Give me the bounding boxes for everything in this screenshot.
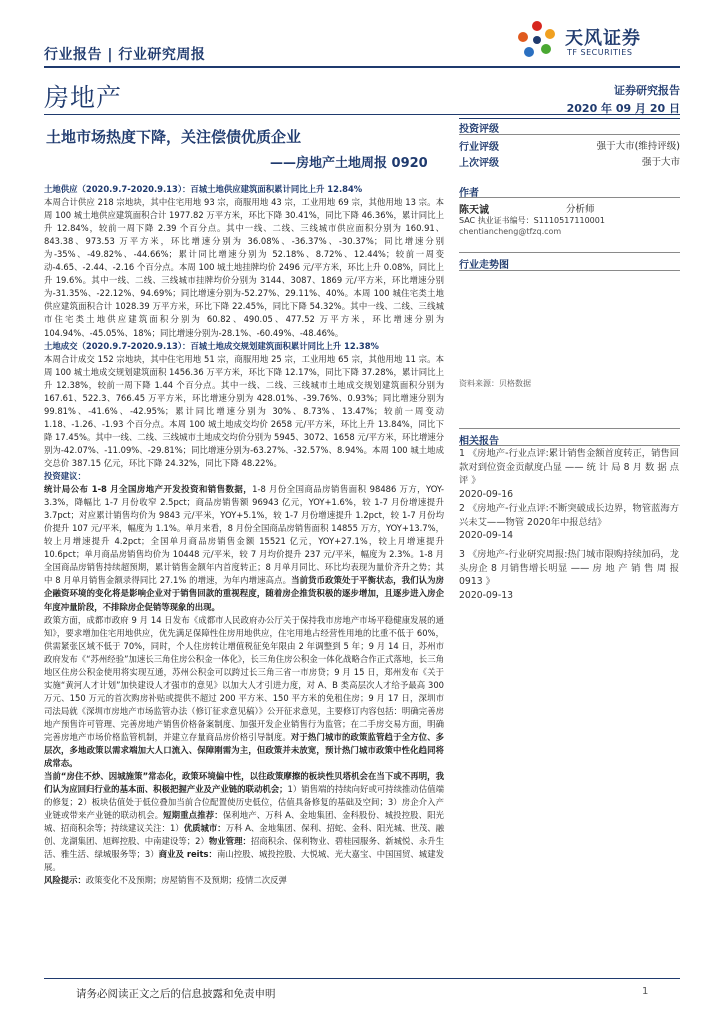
author-role: 分析师 [566,204,595,215]
industry-rating-value: 强于大市(维持评级) [596,141,680,152]
report-date: 2020 年 09 月 20 日 [566,102,680,115]
author-name: 陈天诚 [459,205,489,216]
header-divider [44,66,680,68]
related-report-title: 2 《房地产-行业点评:不断突破成长边界，物管蓝海方兴未艾——物管 2020年中报总结》 [459,503,679,528]
recommendation-section [44,770,444,874]
risk-section [44,874,444,887]
footer-disclaimer: 请务必阅读正文之后的信息披露和免责申明 [76,988,276,1000]
company-logo [515,18,680,62]
author-heading-rule [459,197,680,198]
previous-rating-label: 上次评级 [459,158,499,169]
policy-bold-conclusion: 对于热门城市的政策监管趋于全方位、多层次，多地政策以需求端加大人口流入、保障刚需为主，但政策并未放宽，预计热门城市政策中性化趋同将成常态。 [44,731,445,769]
related-report-title: 1 《房地产-行业点评:累计销售金额首度转正，销售回款对到位资金贡献度凸显 —— 统 计 局 8 月 数 据 点 评 》 [459,448,679,486]
related-report-3[interactable] [459,548,679,602]
author-sac-number: SAC 执业证书编号：S1110517110001 [459,216,605,225]
advice-bold-conclusion: 当前货币政策处于平衡状态，我们认为房企融资环境的变化将是影响企业对于销售回款的重视程度，随着房企推货积极的逐步增加，且逐步进入房企年度冲量阶段，不排除房企促销等现象的出现。 [44,575,444,612]
related-heading: 相关报告 [459,436,499,447]
author-heading: 作者 [459,188,479,199]
recommendation-text-1: 1）销售端的持续向好或可持续推动估值端的修复；2）板块估值处于低位叠加当前合位配置使历史低位，估值具备修复的基础及空间；3）房企介入产业链或带来产业链的联动机会。 [44,784,445,821]
footer-divider [44,978,680,979]
report-subtitle: ——房地产土地周报 0920 [270,156,428,171]
land-transaction-section [44,340,444,470]
recommendation-bold-lead: 当前“房住不炒、因城施策”常态化，政策环境偏中性，以往政策摩擦的板块性贝塔机会在当下或不再明，我们认为应回归行业的基本面、积极把握产业及产业链的联动机会； [44,771,444,795]
investment-advice-heading: 投资建议： [44,471,86,482]
rating-top-rule [459,118,680,119]
recommendation-bold-3: 优质城市： [183,823,226,834]
previous-rating-value: 强于大市 [641,157,680,168]
advice-bold-lead: 统计局公布 1-8 月全国房地产开发投资和销售数据， [44,484,253,495]
related-report-date: 2020-09-16 [459,488,514,500]
page-number: 1 [642,986,649,997]
rating-heading: 投资评级 [459,124,499,135]
related-report-title: 3 《房地产-行业研究周报:热门城市限购持续加码，龙头房企 8 月销售增长明显 —— 房 地 产 销 售 周 报 0913 》 [459,549,679,587]
policy-section [44,614,444,771]
recommendation-text-5: 南山控股、城投控股、大悦城、光大嘉宝、中国国贸、城建发展。 [44,849,445,873]
related-heading-rule [459,445,680,446]
land-transaction-heading: 土地成交（2020.9.7-2020.9.13）：百城土地成交规划建筑面积累计同比上升 12.38% [44,340,379,351]
report-body [44,183,444,888]
trend-heading: 行业走势图 [459,260,509,271]
recommendation-text-3: 万科 A、金地集团、保利、招蛇、金科、阳光城、世茂、融创、龙湖集团、旭辉控股、中南建设等；2） [44,823,445,847]
recommendation-bold-2: 短期重点推荐： [163,810,223,821]
land-transaction-text: 本周合计成交 152 宗地块，其中住宅用地 51 宗，商服用地 25 宗，工业用地 65 宗，其他用地 11 宗。本周 100 城土地成交规划建筑面积 1456.36 万平方米，环比下降 12.17%，同比下降 37.28%，累计同比上升 12.38%，较前一周下降 1.44 个百分点。其中一线、二线、三线城市土地成交规划建筑面积分别为 167.61、522.3、766.45 万平方米，环比增速分别为 428.01%、-39.76%、0.93%；同比增速分别为 99.81%、-41.6%、-42.95%；累计同比增速分别为 30%、8.73%、13.47%；较前一周变动 1.18、-1.26、-1.93 个百分点。本周 100 城土地成交均价 2658 元/平方米，环比上升 13.84%，同比下降 17.45%。其中一线、二线、三线城市土地成交均价分别为 5945、3072、1658 元/平方米，环比增速分别为-42.07%、-11.09%、-29.81%；同比增速分别为-63.27%、-32.57%、8.94%。本周 100 城土地成交总价 387.15 亿元，环比下降 24.32%，同比下降 48.22%。 [44,353,444,468]
report-title: 土地市场热度下降，关注偿债优质企业 [46,128,302,146]
recommendation-text-4: 招商积余、保利物业、碧桂园服务、新城悦、永升生活、雅生活、绿城服务等；3） [44,836,445,860]
policy-text: 政策方面，成都市政府 9 月 14 日发布《成都市人民政府办公厅关于保持我市房地产市场平稳健康发展的通知》，要求增加住宅用地供应，优先满足保障性住房用地供应，住宅用地占经营性用地的比重不低于 60%，供需紧张区域不低于 70%，同时，个人住房转让增值税征免年限由 2 年调整到 5 年；9 月 14 日，苏州市政府发布《“苏州经验”加速长三角住房公积金一体化》，长三角住房公积金一体化战略合作正式落地，长三角地区住房公积金使用将实现互通，苏州公积金可以跨过长三角三省一市房贷；9 月 15 日，郑州发布《关于实施“黄河人才计划”加快建设人才强市的意见》以加大人才引进力度，对 A、B 类高层次人才给予最高 300 万元、150 万元的首次购房补贴或提供不超过 200 平方米、150 平方米的免租住房；9 月 17 日，深圳市司法局就《深圳市房地产市场监管办法（修订征求意见稿）》公开征求意见，主要修订内容包括：明确完善房地产预售许可管理、完善房地产销售价格备案制度、加强开发企业销售行为监管；在二手房交易方面，明确完善房地产市场价格监管机制，并建立存量商品房价格引导制度。 [44,614,444,742]
land-supply-heading: 土地供应（2020.9.7-2020.9.13）：百城土地供应建筑面积累计同比上升 12.84% [44,184,363,194]
recommendation-bold-4: 物业管理： [208,836,251,847]
advice-sales-text: 1-8 月份全国商品房销售面积 98486 万方，YOY-3.3%，降幅比 1-7 月份收窄 2.5pct；商品房销售额 96943 亿元，YOY+1.6%，较 1-7 月份增速提升 3.7pct；对应累计销售均价为 9843 元/平米，YOY+5.1%，较 1-7 月份增速提升 1.2pct，较 1-7 月份均价提升 107 元/平米，幅度为 1.1%。单月来看，8 月份全国商品房销售面积 14855 万方，YOY+13.7%，较上月增速提升 4.2pct；全国单月商品房销售金额 15521 亿元，YOY+27.1%，较上月增速提升 10.6pct；单月商品房销售均价为 10448 元/平米，较 7 月均价提升 237 元/平米，幅度为 2.3%。1-8 月全国商品房销售持续超预期，累计销售金额年内首度转正；8 月单月同比、环比均表现为量价齐升之势；其中 8 月单月销售金额录得同比 27.1% 的增速，为年内增速高点。 [44,484,444,586]
related-report-date: 2020-09-13 [459,589,514,601]
trend-heading-rule [459,270,680,271]
recommendation-bold-5: 商业及 reits： [158,849,217,860]
investment-advice-section [44,470,444,614]
logo-chinese-name: 天风证券 [565,28,641,49]
report-type: 证券研究报告 [614,84,680,97]
related-report-2[interactable] [459,502,679,543]
land-supply-text: 本周合计供应 218 宗地块，其中住宅用地 93 宗，商服用地 43 宗，工业用地 69 宗，其他用地 13 宗。本周 100 城土地供应建筑面积合计 1977.82 万平方米，环比下降 30.41%，同比下降 46.36%，累计同比上升 12.84%，较前一周下降 2.39 个百分点。其中一线、二线、三线城市供应面积分别为 160.91、843.38、973.53 万平方米，环比增速分别为 36.08%、-36.37%、-30.37%；同比增速分别为-35%、-49.82%、-44.66%；累计同比增速分别为 52.18%、8.72%、12.44%；较前一周变动-4.65、-2.44、-2.16 个百分点。本周 100 城土地挂牌均价 2496 元/平方米，环比上升 0.08%，同比上升 19.6%。其中一线、二线、三线城市挂牌均价分别为 3144、3087、1869 元/平方米，环比增速分别为-31.35%、-22.12%、94.69%；同比增速分别为-52.27%、29.11%、40%。本周 100 城住宅类土地供应建筑面积合计 1028.39 万平方米，环比下降 22.45%，同比下降 54.32%。其中一线、二线、三线城市住宅类土地供应建筑面积分别为 60.82、490.05、477.52 万平方米，环比增速分别为 104.94%、-45.05%、18%；同比增速分别为-28.1%、-60.49%、-48.46%。 [44,197,444,338]
risk-text: 政策变化不及预期；房屋销售不及预期；疫情二次反弹 [85,875,287,886]
trend-source: 资料来源：贝格数据 [459,379,531,388]
related-top-rule [459,428,680,429]
related-report-1[interactable] [459,447,679,501]
sector-title: 房地产 [44,83,123,112]
logo-english-name: TF SECURITIES [567,48,633,57]
land-supply-section [44,183,444,340]
tf-flower-logo-icon [515,18,559,62]
trend-top-rule [459,252,680,253]
risk-heading: 风险提示： [44,875,86,886]
report-category: 行业报告 | 行业研究周报 [44,47,206,63]
rating-heading-rule [459,134,680,135]
industry-rating-label: 行业评级 [459,142,499,153]
recommendation-text-2: 保利地产、万科 A、金地集团、金科股份、城投控股、阳光城、招商积余等；持续建议关注：1） [44,810,445,834]
related-report-date: 2020-09-14 [459,530,514,541]
trend-chart-area [459,272,680,372]
author-email[interactable]: chentiancheng@tfzq.com [459,227,562,236]
